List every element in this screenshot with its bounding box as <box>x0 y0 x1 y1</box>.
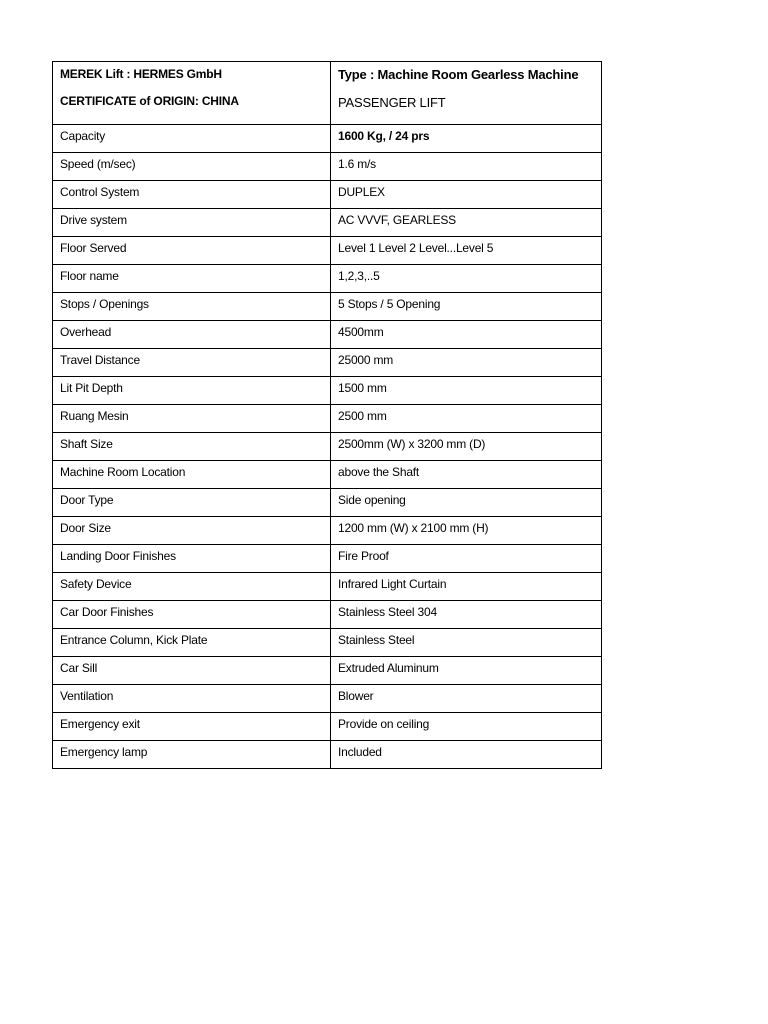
spec-label: Emergency exit <box>53 713 331 741</box>
machine-type: Type : Machine Room Gearless Machine <box>338 67 579 82</box>
spec-label: Car Door Finishes <box>53 601 331 629</box>
table-row <box>53 377 602 405</box>
spec-value: Extruded Aluminum <box>331 657 602 685</box>
spec-label: Overhead <box>53 321 331 349</box>
spec-value: Fire Proof <box>331 545 602 573</box>
spec-label: Capacity <box>53 125 331 153</box>
spec-value: above the Shaft <box>331 461 602 489</box>
spec-label: Drive system <box>53 209 331 237</box>
spec-label: Control System <box>53 181 331 209</box>
table-row <box>53 741 602 769</box>
spec-value: 2500 mm <box>331 405 602 433</box>
header-row <box>53 62 602 125</box>
spec-value: 5 Stops / 5 Opening <box>331 293 602 321</box>
specification-table <box>52 61 602 769</box>
spec-value: Blower <box>331 685 602 713</box>
table-row <box>53 433 602 461</box>
spec-value: Level 1 Level 2 Level...Level 5 <box>331 237 602 265</box>
spec-value: Side opening <box>331 489 602 517</box>
spec-label: Door Size <box>53 517 331 545</box>
spec-label: Car Sill <box>53 657 331 685</box>
table-row <box>53 265 602 293</box>
spec-value: AC VVVF, GEARLESS <box>331 209 602 237</box>
spec-label: Entrance Column, Kick Plate <box>53 629 331 657</box>
certificate-of-origin: CERTIFICATE of ORIGIN: CHINA <box>60 94 239 108</box>
table-row <box>53 713 602 741</box>
spec-label: Ruang Mesin <box>53 405 331 433</box>
company-name: MEREK Lift : HERMES GmbH <box>60 67 222 81</box>
spec-value: 4500mm <box>331 321 602 349</box>
spec-value: Stainless Steel <box>331 629 602 657</box>
spec-label: Emergency lamp <box>53 741 331 769</box>
spec-value: 2500mm (W) x 3200 mm (D) <box>331 433 602 461</box>
table-row <box>53 629 602 657</box>
spec-label: Ventilation <box>53 685 331 713</box>
table-row <box>53 349 602 377</box>
table-row <box>53 461 602 489</box>
header-left-cell <box>53 62 331 125</box>
spec-value: Included <box>331 741 602 769</box>
table-row <box>53 181 602 209</box>
spec-value: 1600 Kg, / 24 prs <box>331 125 602 153</box>
spec-value: 1,2,3,..5 <box>331 265 602 293</box>
table-row <box>53 573 602 601</box>
spec-value: 25000 mm <box>331 349 602 377</box>
spec-label: Safety Device <box>53 573 331 601</box>
spec-label: Lit Pit Depth <box>53 377 331 405</box>
table-row <box>53 237 602 265</box>
table-row <box>53 685 602 713</box>
spec-value: DUPLEX <box>331 181 602 209</box>
spec-label: Travel Distance <box>53 349 331 377</box>
spec-label: Door Type <box>53 489 331 517</box>
spec-value: Stainless Steel 304 <box>331 601 602 629</box>
table-row <box>53 601 602 629</box>
spec-value: Provide on ceiling <box>331 713 602 741</box>
table-row <box>53 657 602 685</box>
spec-label: Speed (m/sec) <box>53 153 331 181</box>
spec-value: 1.6 m/s <box>331 153 602 181</box>
lift-kind: PASSENGER LIFT <box>338 95 446 110</box>
table-row <box>53 489 602 517</box>
table-row <box>53 545 602 573</box>
spec-label: Shaft Size <box>53 433 331 461</box>
table-row <box>53 209 602 237</box>
table-row <box>53 153 602 181</box>
spec-label: Machine Room Location <box>53 461 331 489</box>
spec-label: Floor name <box>53 265 331 293</box>
spec-label: Stops / Openings <box>53 293 331 321</box>
spec-label: Landing Door Finishes <box>53 545 331 573</box>
spec-label: Floor Served <box>53 237 331 265</box>
spec-value: Infrared Light Curtain <box>331 573 602 601</box>
table-row <box>53 293 602 321</box>
table-row <box>53 517 602 545</box>
table-row <box>53 125 602 153</box>
spec-value: 1500 mm <box>331 377 602 405</box>
header-right-cell <box>331 62 602 125</box>
spec-value: 1200 mm (W) x 2100 mm (H) <box>331 517 602 545</box>
table-row <box>53 405 602 433</box>
table-row <box>53 321 602 349</box>
